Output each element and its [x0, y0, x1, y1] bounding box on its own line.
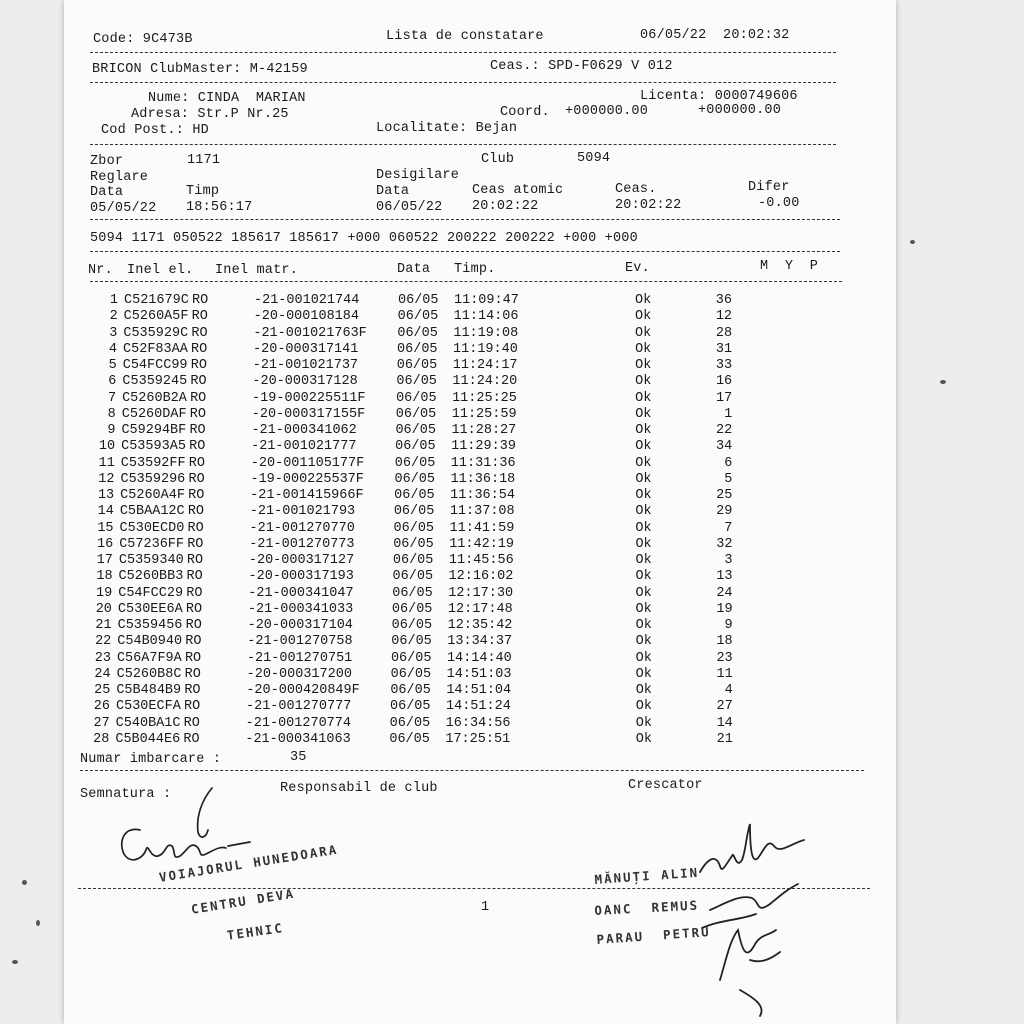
cell-event: Ok: [635, 341, 652, 357]
cell-ring-el: C530EE6A: [117, 601, 183, 617]
col-header-ring-matr: Inel matr.: [215, 263, 299, 278]
cell-ring-matr: -21-001270758: [247, 634, 353, 650]
cell-ring-matr: -20-000108184: [253, 309, 359, 325]
coordinate-2: +000000.00: [698, 103, 782, 118]
cell-time: 11:14:06: [453, 309, 519, 325]
cell-ring-el: C53593A5: [121, 439, 186, 455]
cell-date: 06/05: [395, 439, 436, 455]
cell-ring-matr: -21-001415966F: [250, 488, 364, 503]
cell-nr: 11: [98, 455, 115, 471]
cell-event: Ok: [635, 650, 652, 666]
cell-event: Ok: [635, 504, 652, 520]
cell-time: 11:41:59: [449, 520, 515, 536]
cell-ring-el: C54FCC29: [118, 585, 184, 601]
cell-ring-el: C5359456: [117, 618, 183, 633]
club-stamp-line-1: VOIAJORUL HUNEDOARA: [158, 841, 340, 885]
cell-date: 06/05: [395, 406, 437, 422]
cell-ring-el: C53592FF: [120, 455, 186, 471]
divider: [90, 251, 840, 252]
cell-event: Ok: [635, 488, 652, 503]
col-header-myp: M Y P: [760, 259, 819, 274]
cell-position: 21: [716, 731, 733, 747]
ink-smudge: [940, 380, 946, 384]
cell-position: 27: [716, 699, 733, 715]
name-stamp-2: OANC REMUS: [594, 897, 700, 918]
cell-position: 36: [715, 293, 732, 308]
cell-nr: 22: [95, 634, 112, 650]
cell-nr: 7: [107, 390, 117, 406]
date-label-2: Data: [376, 184, 410, 199]
cell-ring-matr: -21-001021744: [254, 293, 360, 308]
cell-position: 11: [716, 666, 733, 682]
cell-date: 06/05: [396, 374, 437, 390]
cell-date: 06/05: [396, 390, 437, 406]
cell-country: RO: [184, 699, 201, 715]
cell-ring-matr: -19-000225511F: [252, 390, 366, 406]
cell-ring-matr: -20-000317127: [248, 553, 355, 568]
cell-country: RO: [191, 325, 208, 341]
cell-date: 06/05: [394, 455, 436, 471]
cell-nr: 26: [93, 699, 110, 715]
cell-position: 7: [724, 520, 733, 536]
cell-event: Ok: [635, 406, 652, 422]
cell-country: RO: [184, 683, 201, 698]
cell-position: 5: [724, 471, 733, 487]
cell-event: Ok: [635, 731, 652, 747]
cell-country: RO: [187, 536, 204, 552]
cell-event: Ok: [635, 455, 652, 471]
license-number: Licenta: 0000749606: [640, 89, 798, 104]
cell-position: 31: [715, 341, 733, 357]
cell-time: 12:17:48: [447, 601, 513, 617]
print-datetime: 06/05/22 20:02:32: [640, 28, 790, 43]
cell-position: 34: [716, 439, 733, 455]
cell-date: 06/05: [397, 341, 438, 357]
cell-country: RO: [191, 341, 208, 357]
col-header-event: Ev.: [625, 261, 650, 276]
boarding-count-label: Numar imbarcare :: [80, 752, 222, 767]
cell-ring-el: C56A7F9A: [116, 650, 182, 666]
cell-date: 06/05: [398, 293, 439, 308]
cell-date: 06/05: [394, 471, 435, 487]
breeder-label: Crescator: [628, 778, 703, 793]
cell-position: 24: [716, 585, 733, 601]
cell-country: RO: [186, 585, 203, 601]
owner-name: Nume: CINDA MARIAN: [148, 91, 306, 106]
cell-ring-el: C530ECFA: [116, 699, 181, 715]
cell-ring-matr: -21-001270773: [249, 536, 355, 552]
cell-ring-el: C5260A4F: [120, 488, 185, 503]
postal-code: Cod Post.: HD: [101, 123, 209, 138]
cell-position: 28: [715, 325, 733, 341]
cell-country: RO: [185, 634, 202, 650]
cell-ring-matr: -21-001270751: [246, 650, 353, 666]
cell-date: 06/05: [396, 358, 438, 373]
cell-country: RO: [188, 471, 205, 487]
cell-ring-el: C5359296: [120, 471, 186, 487]
cell-ring-el: C5359245: [122, 374, 188, 390]
breeder-signature: [680, 810, 830, 1020]
boarding-count-value: 35: [290, 750, 307, 765]
cell-ring-matr: -21-000341047: [248, 585, 354, 601]
cell-ring-matr: -20-000317155F: [251, 406, 366, 422]
atomic-clock-label: Ceas atomic: [472, 183, 564, 198]
cell-ring-el: C5260A5F: [123, 309, 189, 325]
cell-nr: 23: [94, 650, 111, 666]
cell-nr: 25: [94, 683, 111, 698]
system-id: BRICON ClubMaster: M-42159: [92, 62, 308, 77]
cell-nr: 20: [95, 601, 112, 617]
flight-number: 1171: [187, 153, 221, 168]
cell-ring-el: C57236FF: [119, 536, 184, 552]
cell-nr: 1: [109, 293, 118, 308]
divider: [80, 770, 864, 771]
cell-time: 14:51:04: [446, 683, 512, 698]
name-stamp-1: MĂNUȚI ALIN: [594, 864, 700, 887]
cell-position: 16: [715, 374, 733, 390]
cell-time: 14:51:03: [446, 666, 512, 682]
cell-event: Ok: [635, 585, 652, 601]
cell-nr: 10: [98, 439, 116, 455]
cell-position: 29: [716, 504, 733, 520]
cell-country: RO: [188, 488, 205, 503]
cell-country: RO: [191, 309, 208, 325]
document-title: Lista de constatare: [386, 29, 544, 44]
cell-event: Ok: [635, 536, 652, 552]
cell-ring-matr: -20-000317141: [253, 341, 359, 357]
cell-position: 19: [716, 601, 733, 617]
cell-time: 12:16:02: [448, 569, 514, 585]
cell-country: RO: [183, 715, 200, 731]
cell-position: 33: [715, 358, 733, 373]
cell-date: 06/05: [390, 666, 432, 682]
cell-time: 13:34:37: [447, 634, 513, 650]
name-stamp-3: PARAU PETRU: [596, 924, 712, 947]
cell-ring-matr: -21-000341062: [251, 423, 357, 438]
code-label: Code: 9C473B: [93, 32, 193, 47]
cell-ring-matr: -20-000317200: [246, 666, 352, 682]
cell-position: 22: [716, 423, 733, 438]
cell-event: Ok: [635, 569, 652, 585]
coordinate-1: +000000.00: [565, 104, 649, 119]
col-header-nr: Nr.: [88, 263, 113, 278]
unsealing-label: Desigilare: [376, 168, 460, 183]
cell-time: 11:29:39: [451, 439, 516, 455]
ink-smudge: [12, 960, 18, 964]
cell-nr: 18: [96, 569, 113, 585]
cell-time: 11:28:27: [451, 423, 517, 438]
cell-position: 14: [716, 715, 733, 731]
date-label: Data: [90, 185, 124, 200]
clock-id: Ceas.: SPD-F0629 V 012: [490, 59, 673, 74]
cell-position: 4: [724, 683, 733, 698]
col-header-date: Data: [397, 262, 431, 277]
cell-date: 06/05: [389, 731, 430, 747]
cell-event: Ok: [635, 520, 652, 536]
cell-country: RO: [183, 731, 200, 747]
cell-nr: 9: [107, 423, 116, 438]
cell-position: 25: [716, 488, 733, 503]
cell-country: RO: [189, 439, 206, 455]
cell-time: 11:24:17: [452, 358, 518, 373]
cell-nr: 4: [108, 341, 118, 357]
cell-event: Ok: [635, 634, 652, 650]
cell-country: RO: [185, 618, 202, 633]
cell-event: Ok: [635, 683, 652, 698]
clock-time: 20:02:22: [615, 198, 682, 213]
cell-nr: 19: [96, 585, 113, 601]
cell-event: Ok: [635, 699, 652, 715]
cell-position: 32: [716, 536, 733, 552]
cell-country: RO: [190, 390, 207, 406]
cell-position: 18: [716, 634, 733, 650]
cell-time: 11:36:18: [450, 471, 516, 487]
cell-nr: 12: [98, 471, 115, 487]
cell-event: Ok: [635, 439, 652, 455]
cell-ring-matr: -21-001270777: [246, 699, 352, 715]
cell-position: 6: [724, 455, 733, 471]
ink-smudge: [36, 920, 40, 926]
cell-ring-el: C521679C: [124, 293, 189, 308]
cell-ring-matr: -21-001270770: [249, 520, 355, 536]
club-stamp-line-3: TEHNIC: [226, 920, 285, 943]
cell-event: Ok: [635, 666, 652, 682]
cell-date: 06/05: [391, 618, 433, 633]
cell-country: RO: [188, 455, 205, 471]
cell-time: 11:19:08: [453, 325, 519, 341]
cell-country: RO: [189, 423, 206, 438]
cell-time: 11:36:54: [450, 488, 515, 503]
cell-ring-el: C5B044E6: [115, 731, 181, 747]
divider: [90, 82, 836, 83]
cell-ring-matr: -21-001021793: [249, 504, 356, 520]
cell-date: 06/05: [397, 309, 439, 325]
club-number: 5094: [577, 151, 611, 166]
cell-time: 16:34:56: [445, 715, 511, 731]
cell-position: 17: [715, 390, 733, 406]
cell-position: 12: [715, 309, 733, 325]
cell-country: RO: [186, 553, 204, 568]
cell-event: Ok: [635, 601, 652, 617]
setting-label: Reglare: [90, 170, 149, 185]
cell-time: 11:31:36: [450, 455, 516, 471]
cell-country: RO: [186, 569, 203, 585]
owner-address: Adresa: Str.P Nr.25: [131, 107, 289, 122]
cell-nr: 14: [97, 504, 114, 520]
cell-time: 11:42:19: [449, 536, 514, 552]
cell-event: Ok: [635, 471, 652, 487]
cell-date: 06/05: [391, 601, 433, 617]
cell-ring-el: C5260B2A: [122, 390, 187, 406]
cell-date: 06/05: [397, 325, 438, 341]
atomic-time: 20:02:22: [472, 199, 539, 214]
cell-nr: 21: [95, 618, 112, 633]
cell-date: 06/05: [392, 585, 433, 601]
cell-event: Ok: [635, 358, 652, 373]
cell-time: 14:14:40: [446, 650, 512, 666]
cell-position: 1: [724, 406, 733, 422]
cell-country: RO: [190, 374, 207, 390]
cell-nr: 17: [96, 553, 113, 568]
cell-ring-matr: -20-000317128: [252, 374, 358, 390]
page-number: 1: [481, 900, 490, 915]
cell-date: 06/05: [392, 553, 434, 568]
club-responsible-label: Responsabil de club: [280, 781, 438, 796]
cell-ring-el: C540BA1C: [115, 715, 181, 731]
col-header-ring-el: Inel el.: [127, 263, 194, 278]
club-stamp-line-2: CENTRU DEVA: [190, 885, 296, 917]
cell-country: RO: [184, 666, 201, 682]
cell-date: 06/05: [393, 504, 435, 520]
flight-label: Zbor: [90, 154, 124, 169]
cell-nr: 24: [94, 666, 111, 682]
cell-nr: 5: [108, 358, 117, 373]
cell-event: Ok: [635, 390, 652, 406]
cell-ring-matr: -21-001021777: [251, 439, 357, 455]
cell-country: RO: [190, 358, 207, 373]
locality: Localitate: Bejan: [376, 121, 518, 136]
cell-nr: 13: [97, 488, 115, 503]
cell-time: 12:35:42: [447, 618, 513, 633]
cell-date: 06/05: [390, 650, 432, 666]
cell-nr: 3: [109, 325, 118, 341]
cell-date: 06/05: [392, 569, 434, 585]
cell-time: 11:25:59: [451, 406, 517, 422]
cell-nr: 6: [108, 374, 117, 390]
cell-nr: 16: [96, 536, 114, 552]
cell-event: Ok: [635, 618, 652, 633]
cell-position: 3: [724, 553, 733, 568]
cell-time: 11:25:25: [452, 390, 517, 406]
cell-nr: 27: [93, 715, 110, 731]
cell-date: 06/05: [394, 488, 435, 503]
cell-ring-matr: -21-000341033: [247, 601, 354, 617]
cell-event: Ok: [635, 325, 652, 341]
cell-ring-matr: -21-001270774: [245, 715, 351, 731]
col-header-time: Timp.: [454, 262, 496, 277]
cell-time: 17:25:51: [445, 731, 511, 747]
summary-line: 5094 1171 050522 185617 185617 +000 060522 200222 200222 +000 +000: [90, 231, 638, 246]
cell-date: 06/05: [390, 683, 431, 698]
setting-time: 18:56:17: [186, 200, 253, 215]
cell-date: 06/05: [393, 536, 434, 552]
club-signature: [110, 780, 270, 880]
cell-ring-matr: -21-000341063: [245, 731, 351, 747]
divider: [90, 281, 842, 282]
cell-ring-matr: -21-001021737: [252, 358, 359, 373]
cell-time: 11:45:56: [448, 553, 514, 568]
cell-event: Ok: [635, 374, 652, 390]
cell-position: 13: [716, 569, 733, 585]
cell-date: 06/05: [390, 699, 431, 715]
cell-position: 9: [724, 618, 733, 633]
setting-date: 05/05/22: [90, 201, 157, 216]
cell-time: 11:19:40: [453, 341, 518, 357]
cell-ring-el: C535929C: [123, 325, 189, 341]
cell-ring-el: C5260BB3: [118, 569, 184, 585]
coordinates-label: Coord.: [500, 105, 550, 120]
signature-label: Semnatura :: [80, 787, 172, 802]
cell-country: RO: [185, 601, 203, 617]
cell-ring-matr: -19-000225537F: [250, 471, 364, 487]
cell-ring-matr: -20-000317104: [247, 618, 353, 633]
cell-nr: 8: [107, 406, 116, 422]
cell-nr: 15: [97, 520, 114, 536]
cell-event: Ok: [635, 293, 652, 308]
cell-ring-el: C5BAA12C: [119, 504, 185, 520]
unsealing-date: 06/05/22: [376, 200, 443, 215]
cell-time: 12:17:30: [448, 585, 514, 601]
cell-time: 11:09:47: [454, 293, 519, 308]
cell-date: 06/05: [393, 520, 435, 536]
cell-ring-matr: -20-001105177F: [250, 455, 365, 471]
cell-country: RO: [192, 293, 209, 308]
club-label: Club: [481, 152, 515, 167]
cell-event: Ok: [635, 553, 652, 568]
cell-time: 11:37:08: [449, 504, 515, 520]
cell-ring-matr: -20-000317193: [248, 569, 354, 585]
ink-smudge: [22, 880, 27, 885]
cell-date: 06/05: [395, 423, 436, 438]
cell-ring-el: C5260DAF: [121, 406, 187, 422]
cell-ring-el: C5260B8C: [116, 666, 182, 682]
cell-ring-el: C530ECD0: [119, 520, 185, 536]
cell-nr: 28: [93, 731, 110, 747]
cell-time: 11:24:20: [452, 374, 518, 390]
divider: [90, 52, 836, 53]
cell-ring-matr: -21-001021763F: [253, 325, 367, 341]
clock-label: Ceas.: [615, 182, 657, 197]
cell-date: 06/05: [389, 715, 431, 731]
cell-date: 06/05: [391, 634, 432, 650]
cell-ring-el: C5359340: [118, 553, 184, 568]
cell-ring-el: C52F83AA: [123, 341, 188, 357]
divider: [90, 144, 836, 145]
cell-ring-el: C54B0940: [117, 634, 183, 650]
cell-event: Ok: [635, 715, 652, 731]
cell-nr: 2: [109, 309, 118, 325]
cell-country: RO: [187, 504, 205, 520]
cell-country: RO: [189, 406, 206, 422]
cell-position: 23: [716, 650, 733, 666]
cell-event: Ok: [635, 309, 652, 325]
difference-value: -0.00: [758, 196, 800, 211]
cell-country: RO: [187, 520, 204, 536]
cell-ring-matr: -20-000420849F: [246, 683, 360, 698]
time-label: Timp: [186, 184, 220, 199]
cell-event: Ok: [635, 423, 652, 438]
ink-smudge: [910, 240, 915, 244]
difference-label: Difer: [748, 180, 790, 195]
cell-ring-el: C54FCC99: [122, 358, 188, 373]
cell-country: RO: [184, 650, 202, 666]
cell-ring-el: C59294BF: [121, 423, 187, 438]
cell-ring-el: C5B484B9: [116, 683, 182, 698]
cell-time: 14:51:24: [446, 699, 511, 715]
divider: [90, 219, 840, 220]
